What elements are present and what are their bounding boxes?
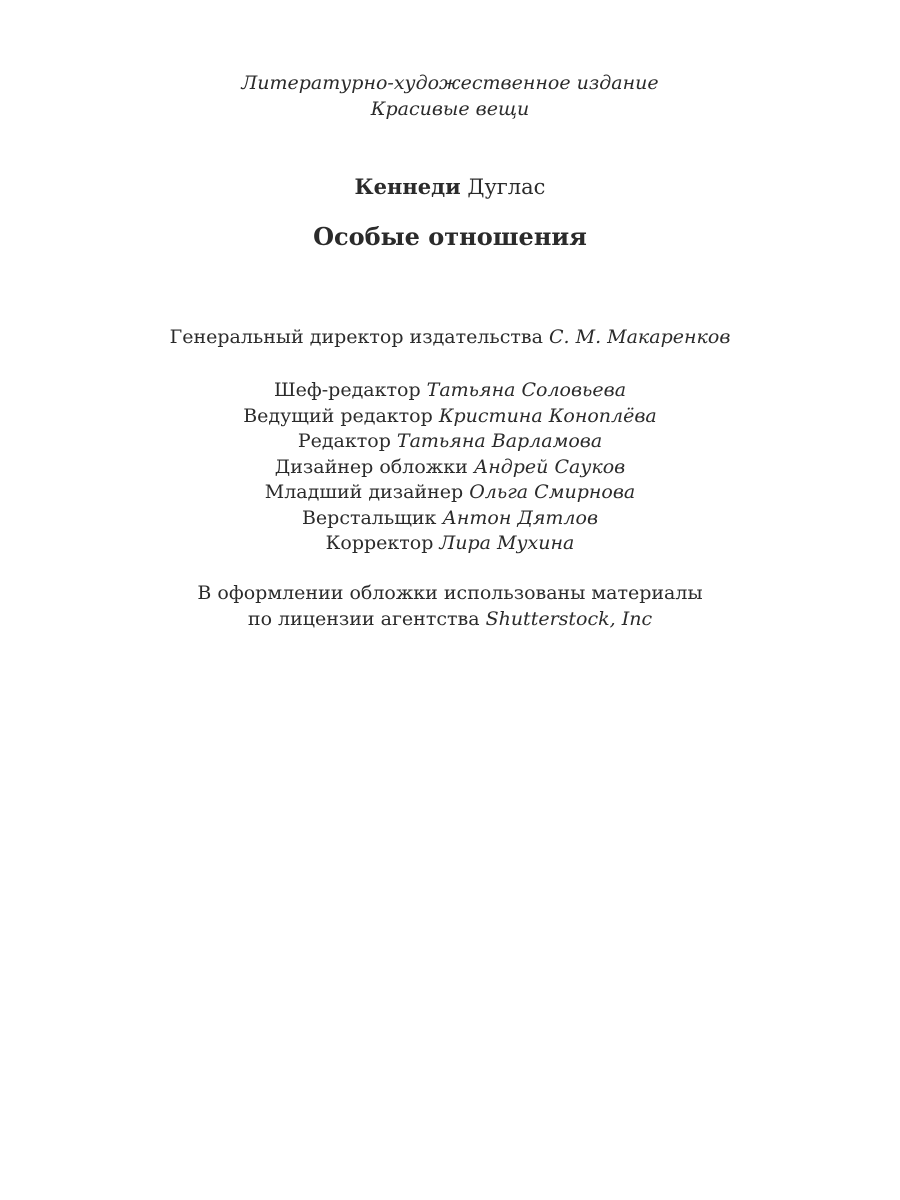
credit-name: Кристина Коноплёва — [438, 404, 657, 427]
credit-name: Татьяна Соловьева — [426, 379, 627, 401]
cover-note-line-1: В оформлении обложки использованы материалы — [197, 582, 703, 604]
agency-name: Shutterstock, Inc — [485, 607, 653, 630]
credit-name: Андрей Сауков — [473, 455, 626, 478]
credit-line — [0, 480, 900, 506]
credit-name: Ольга Смирнова — [469, 481, 636, 503]
credit-line — [0, 429, 900, 455]
credit-line — [0, 404, 900, 430]
author-given-name: Дуглас — [467, 175, 546, 199]
author-surname: Кеннеди — [354, 174, 461, 199]
credit-role: Корректор — [325, 532, 434, 554]
general-director-line — [0, 326, 900, 348]
cover-license-note — [0, 581, 900, 632]
credit-role: Дизайнер обложки — [274, 455, 468, 478]
cover-note-prefix: по лицензии агентства — [247, 607, 480, 630]
credit-role: Ведущий редактор — [243, 404, 433, 427]
credits-list — [0, 378, 900, 557]
cover-note-line-2 — [0, 607, 900, 633]
series-block — [0, 70, 900, 122]
credit-name: Антон Дятлов — [442, 506, 599, 529]
credit-name: Лира Мухина — [439, 532, 575, 554]
series-name: Красивые вещи — [370, 98, 530, 120]
author-name — [0, 174, 900, 199]
credit-role: Младший дизайнер — [264, 481, 464, 503]
credit-role: Верстальщик — [301, 506, 437, 529]
edition-type: Литературно-художественное издание — [241, 72, 659, 94]
director-name: С. М. Макаренков — [549, 326, 731, 348]
credit-role: Редактор — [297, 430, 391, 452]
credit-line — [0, 531, 900, 557]
credit-role: Шеф-редактор — [273, 379, 421, 401]
book-title: Особые отношения — [313, 222, 587, 251]
credit-line — [0, 378, 900, 404]
credit-line — [0, 506, 900, 532]
credit-line — [0, 455, 900, 481]
director-role: Генеральный директор издательства — [169, 326, 543, 348]
credit-name: Татьяна Варламова — [396, 430, 603, 452]
